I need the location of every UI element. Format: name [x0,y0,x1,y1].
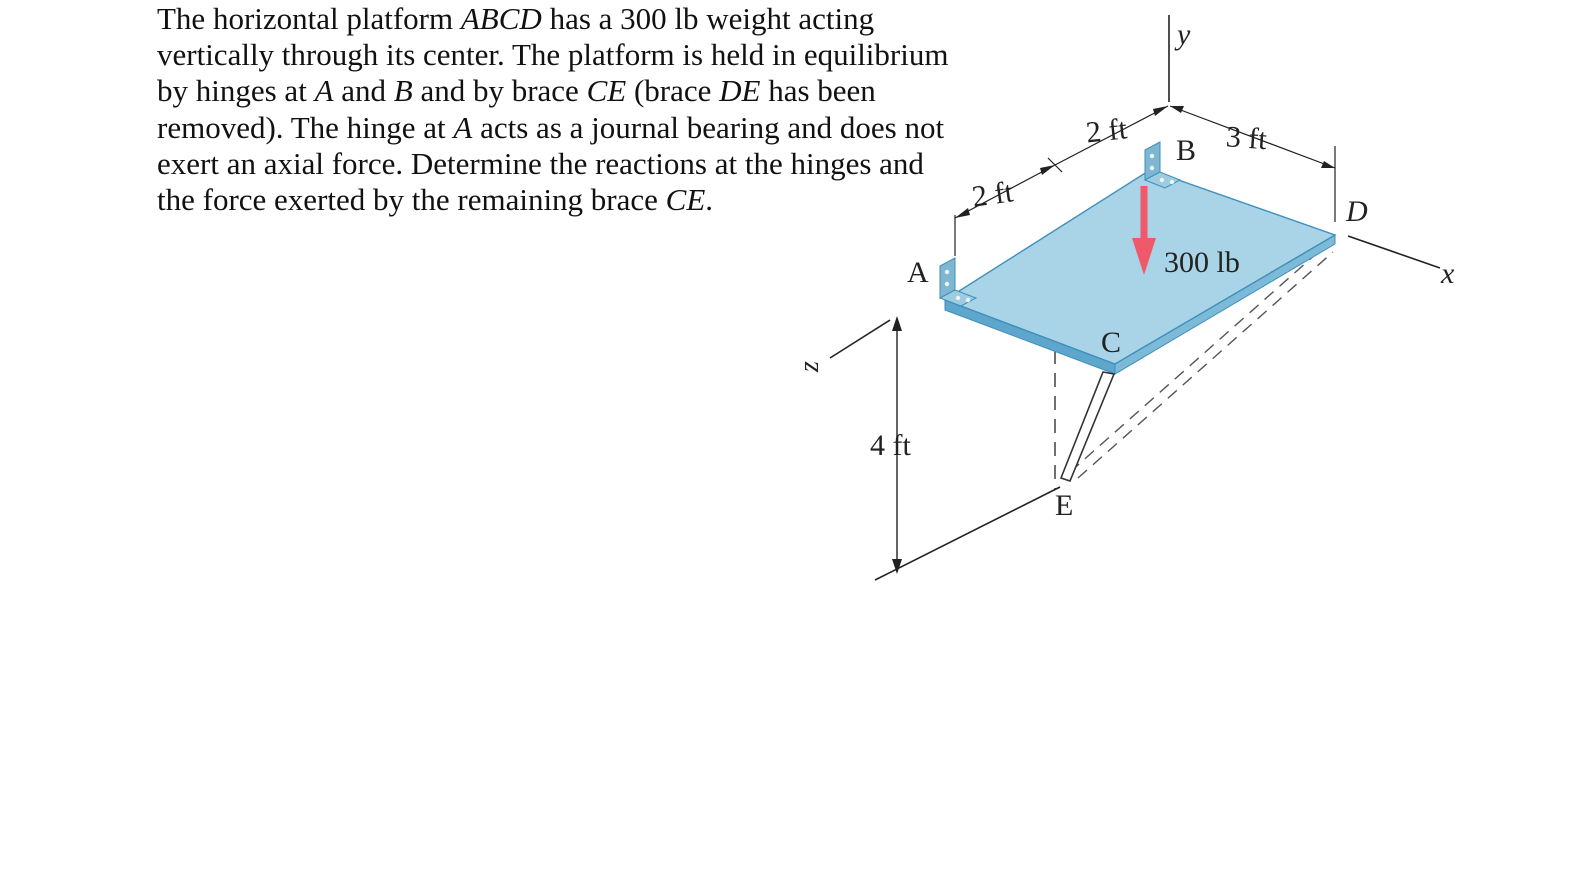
dimension-label-height: 4 ft [870,429,911,462]
problem-text-run: and [333,73,394,109]
point-label-d: D [1346,195,1368,228]
problem-symbol: CE [665,182,706,218]
dimension-label-ab: 2 ft [970,175,1016,214]
dimension-label-b: 2 ft [1084,112,1129,150]
problem-symbol: CE [586,73,627,109]
problem-symbol: A [453,109,473,145]
load-label: 300 lb [1164,246,1240,279]
problem-text-run: and by brace [412,73,587,109]
z-axis-line [830,320,890,358]
base-line [875,487,1060,580]
problem-text-run: the force exerted by the remaining brace [157,182,666,218]
point-label-a: A [907,256,929,289]
dim-bd-arrow-left [1170,106,1184,113]
problem-text-run: . [705,182,714,218]
problem-text-run: exert an axial force. Determine the reactions at the hinges and [157,145,924,181]
height-arrow-top [892,316,902,331]
problem-text-run: (brace [626,73,720,109]
dim-ab-arrow-left [955,208,970,218]
dim-ab-arrow-right [1040,165,1055,175]
problem-symbol: DE [719,73,761,109]
point-label-b: B [1176,134,1197,167]
x-axis-line [1348,236,1440,268]
problem-text-run: has been [760,73,876,109]
problem-text-run: The horizontal platform [157,1,461,36]
problem-symbol: B [393,73,413,109]
problem-text-run: has a 300 lb weight acting [541,1,875,36]
axis-label-x: x [1441,257,1455,290]
problem-text-run: removed). The hinge at [157,109,454,145]
hinge-b-bracket [1145,142,1180,188]
problem-symbol: ABCD [460,1,542,36]
problem-text-run: by hinges at [157,73,315,109]
dim-bd-arrow-right [1321,161,1335,168]
problem-text-run: vertically through its center. The platform is held in equilibrium [157,37,949,73]
hinge-a-bracket [940,258,976,306]
point-label-e: E [1055,489,1074,522]
axis-label-z: z [794,361,825,372]
axis-label-y: y [1177,18,1191,51]
dim-b-arrow [1153,106,1168,116]
problem-symbol: A [314,73,334,109]
point-label-c: C [1101,326,1122,359]
dimension-label-bd: 3 ft [1224,120,1268,157]
problem-text-run: acts as a journal bearing and does not [472,109,945,145]
brace-ce [1061,372,1114,481]
